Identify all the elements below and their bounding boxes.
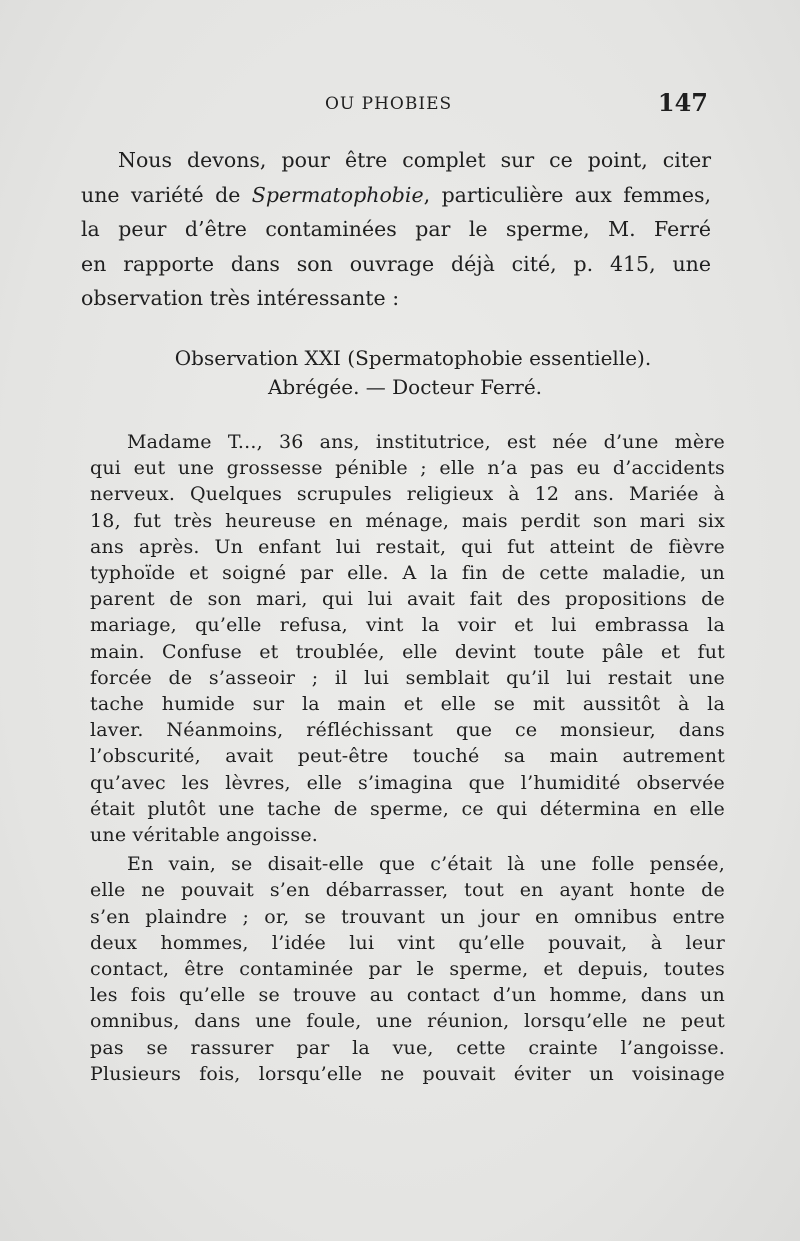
intro-paragraph [81,143,711,316]
text-line: était plutôt une tache de sperme, ce qui détermina en elle [90,797,725,820]
text-line: qu’avec les lèvres, elle s’imagina que l’humidité observée [90,771,725,794]
text-line: une véritable angoisse. [90,824,319,847]
text-line: deux hommes, l’idée lui vint qu’elle pouvait, à leur [90,931,725,954]
text-line: En vain, se disait-elle que c’était là une folle pensée, [127,853,725,876]
text-line: laver. Néanmoins, réfléchissant que ce monsieur, dans [90,719,725,742]
text-line: s’en plaindre ; or, se trouvant un jour en omnibus entre [90,905,725,928]
text-line: les fois qu’elle se trouve au contact d’un homme, dans un [90,984,725,1007]
text-line: l’obscurité, avait peut-être touché sa main autrement [90,745,725,768]
text-line: qui eut une grossesse pénible ; elle n’a pas eu d’accidents [90,457,725,480]
text-line: une variété de Spermatophobie, particulière aux femmes, [81,182,711,207]
case-report [90,429,725,1087]
case-paragraph-2 [90,851,725,1087]
text-line: mariage, qu’elle refusa, vint la voir et lui embrassa la [90,614,725,637]
text-line: observation très intéressante : [81,286,400,310]
text-line: Madame T..., 36 ans, institutrice, est née d’une mère [127,431,725,453]
observation-subtitle: Abrégée. — Docteur Ferré. [267,375,543,399]
text-line: pas se rassurer par la vue, cette crainte l’angoisse. [90,1036,725,1059]
text-line: main. Confuse et troublée, elle devint toute pâle et fut [90,640,725,663]
observation-heading [80,344,720,402]
text-line: forcée de s’asseoir ; il lui semblait qu’il lui restait une [90,666,725,689]
page-number: 147 [657,88,708,117]
text-line: nerveux. Quelques scrupules religieux à 12 ans. Mariée à [90,483,725,506]
running-head [80,88,720,122]
text-line: en rapporte dans son ouvrage déjà cité, p. 415, une [81,251,711,276]
text-line: omnibus, dans une foule, une réunion, lorsqu’elle ne peut [90,1010,725,1033]
text-line: tache humide sur la main et elle se mit aussitôt à la [90,693,725,716]
running-title: OU PHOBIES [325,94,453,114]
text-line: contact, être contaminée par le sperme, et depuis, toutes [90,958,725,981]
text-line: 18, fut très heureuse en ménage, mais perdit son mari six [90,509,725,532]
text-line: Plusieurs fois, lorsqu’elle ne pouvait éviter un voisinage [90,1062,725,1085]
observation-title: Observation XXI (Spermatophobie essentielle). [174,346,652,370]
text-line: parent de son mari, qui lui avait fait des propositions de [90,588,725,611]
text-line: ans après. Un enfant lui restait, qui fut atteint de fièvre [90,535,725,558]
text-line: la peur d’être contaminées par le sperme, M. Ferré [81,217,711,241]
text-line: typhoïde et soigné par elle. A la fin de cette maladie, un [90,562,725,585]
case-paragraph-1 [90,429,725,848]
text-line: Nous devons, pour être complet sur ce point, citer [118,148,711,172]
text-line: elle ne pouvait s’en débarrasser, tout en ayant honte de [90,879,725,902]
